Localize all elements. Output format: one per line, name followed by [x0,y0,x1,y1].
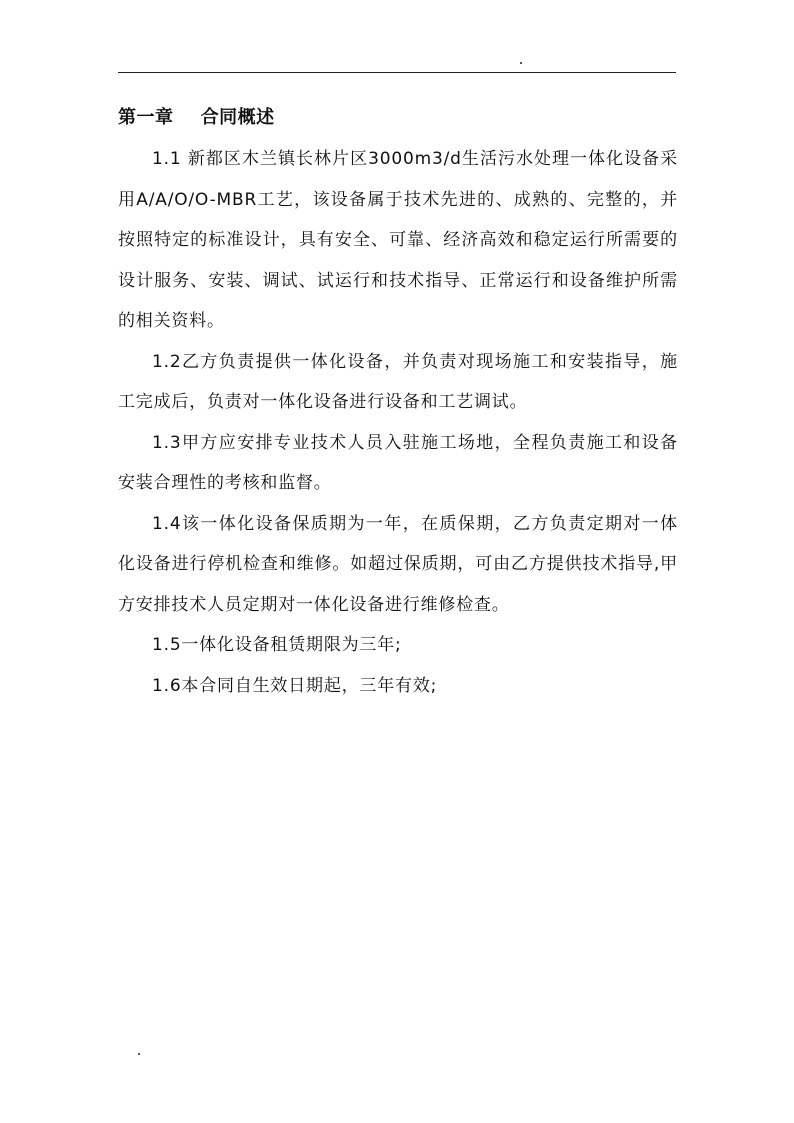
footer-mark [138,1053,140,1055]
chapter-title: 第一章 合同概述 [118,107,275,128]
clause-1-6: 1.6本合同自生效日期起，三年有效; [152,675,438,696]
clause-1-4: 1.4该一体化设备保质期为一年，在质保期，乙方负责定期对一体化设备进行停机检查和维修。如超过保质期，可由乙方提供技术指导,甲方安排技术人员定期对一体化设备进行维修检查。 [118,513,678,615]
header-mark [520,62,522,64]
clause-1-2: 1.2乙方负责提供一体化设备，并负责对现场施工和安装指导，施工完成后，负责对一体化设备进行设备和工艺调试。 [118,351,678,412]
clause-1-1: 1.1 新都区木兰镇长林片区3000m3/d生活污水处理一体化设备采用A/A/O/O-MBR工艺，该设备属于技术先进的、成熟的、完整的，并按照特定的标准设计，具有安全、可靠、经济高效和稳定运行所需要的设计服务、安装、调试、试运行和技术指导、正常运行和设备维护所需的相关资料。 [118,149,678,331]
header-rule [118,72,676,73]
document-body [118,139,678,706]
clause-1-3: 1.3甲方应安排专业技术人员入驻施工场地，全程负责施工和设备安装合理性的考核和监督。 [118,432,678,493]
clause-1-5: 1.5一体化设备租赁期限为三年; [152,635,402,655]
